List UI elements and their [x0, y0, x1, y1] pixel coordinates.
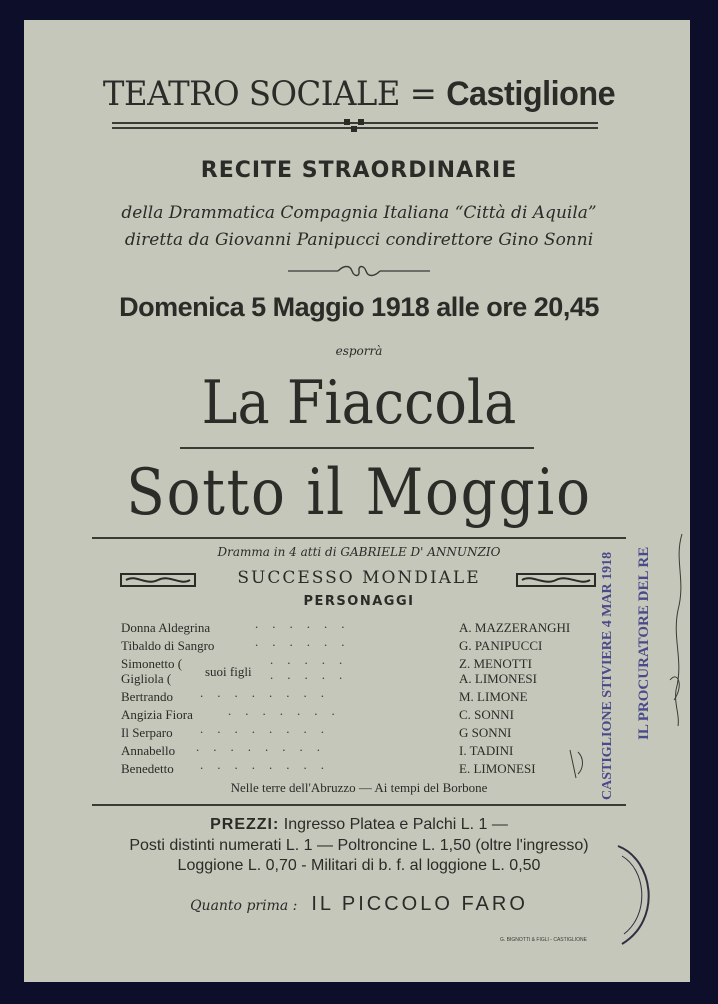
cast-actor: G. PANIPUCCI: [459, 638, 543, 653]
prices-divider: [92, 804, 626, 806]
printer-credit: G. BIGNOTTI & FIGLI - CASTIGLIONE: [500, 937, 587, 943]
title-underline: [92, 537, 626, 539]
handwritten-mark: [566, 744, 588, 784]
handwritten-signature: [664, 530, 694, 730]
cast-role: Donna Aldegrina: [121, 620, 211, 635]
flourish-ornament: [286, 264, 432, 278]
cast-role: Gigliola (: [121, 671, 172, 686]
upcoming-title: IL PICCOLO FARO: [311, 893, 528, 915]
leader-dots: ........: [196, 739, 334, 754]
cast-role: Annabello: [121, 743, 176, 758]
performance-type: RECITE STRAORDINARIE: [200, 158, 518, 183]
direction-line: diretta da Giovanni Panipucci condirettore Gino Sonni: [124, 230, 594, 250]
leader-dots: ........: [200, 757, 338, 772]
circular-stamp-fragment: [614, 840, 662, 950]
prices-entry: Ingresso Platea e Palchi L. 1 —: [283, 816, 508, 833]
cast-role: Il Serparo: [121, 725, 173, 740]
company-line: della Drammatica Compagnia Italiana “Città di Aquila”: [121, 203, 597, 223]
header-separator: =: [409, 74, 437, 114]
cast-actor: A. LIMONESI: [459, 671, 537, 686]
cast-actor: Z. MENOTTI: [459, 656, 532, 671]
cast-actor: M. LIMONE: [459, 689, 528, 704]
title-divider: [180, 447, 534, 449]
acclaim-line: SUCCESSO MONDIALE: [237, 568, 481, 588]
verb-line: esporrà: [335, 344, 383, 358]
cast-role: Angizia Fiora: [121, 707, 193, 722]
official-stamp-line-1: CASTIGLIONE STIVIERE 4 MAR 1918: [600, 551, 615, 800]
cast-heading: PERSONAGGI: [303, 594, 415, 609]
cast-actor: A. MAZZERANGHI: [459, 620, 571, 635]
cast-role-note: suoi figli: [205, 664, 252, 679]
cast-role: Benedetto: [121, 761, 174, 776]
town-name: Castiglione: [446, 75, 616, 113]
cast-role: Bertrando: [121, 689, 173, 704]
upcoming-line: [0, 893, 718, 916]
theatre-name: TEATRO SOCIALE: [102, 74, 401, 114]
date-line: Domenica 5 Maggio 1918 alle ore 20,45: [119, 292, 599, 322]
prices-line-3: Loggione L. 0,70 - Militari di b. f. al loggione L. 0,50: [177, 857, 541, 874]
leader-dots: ......: [255, 634, 359, 649]
leader-dots: .......: [228, 703, 349, 718]
prices-label: PREZZI:: [210, 816, 280, 833]
play-title-line-1: La Fiaccola: [201, 368, 517, 438]
leader-dots: ......: [255, 616, 359, 631]
official-stamp-line-2: IL PROCURATORE DEL RE: [636, 546, 652, 740]
cast-role: Simonetto (: [121, 656, 183, 671]
cast-actor: I. TADINI: [459, 743, 514, 758]
upcoming-label: Quanto prima :: [190, 898, 298, 914]
leader-dots: ........: [200, 721, 338, 736]
leader-dots: .....: [270, 652, 357, 667]
cast-actor: E. LIMONESI: [459, 761, 536, 776]
leader-dots: .....: [270, 667, 357, 682]
cast-role: Tibaldo di Sangro: [121, 638, 215, 653]
leader-dots: ........: [200, 685, 338, 700]
play-subtitle: Dramma in 4 atti di GABRIELE D' ANNUNZIO: [217, 545, 501, 559]
header-ornament: [344, 119, 364, 135]
setting-line: Nelle terre dell'Abruzzo — Ai tempi del Borbone: [230, 780, 488, 795]
theatre-header: [18, 74, 700, 114]
prices-line-2: Posti distinti numerati L. 1 — Poltroncine L. 1,50 (oltre l'ingresso): [129, 837, 589, 854]
cast-actor: C. SONNI: [459, 707, 514, 722]
play-title-line-2: Sotto il Moggio: [126, 456, 592, 530]
cast-actor: G SONNI: [459, 725, 512, 740]
prices-line-1: [0, 816, 718, 834]
